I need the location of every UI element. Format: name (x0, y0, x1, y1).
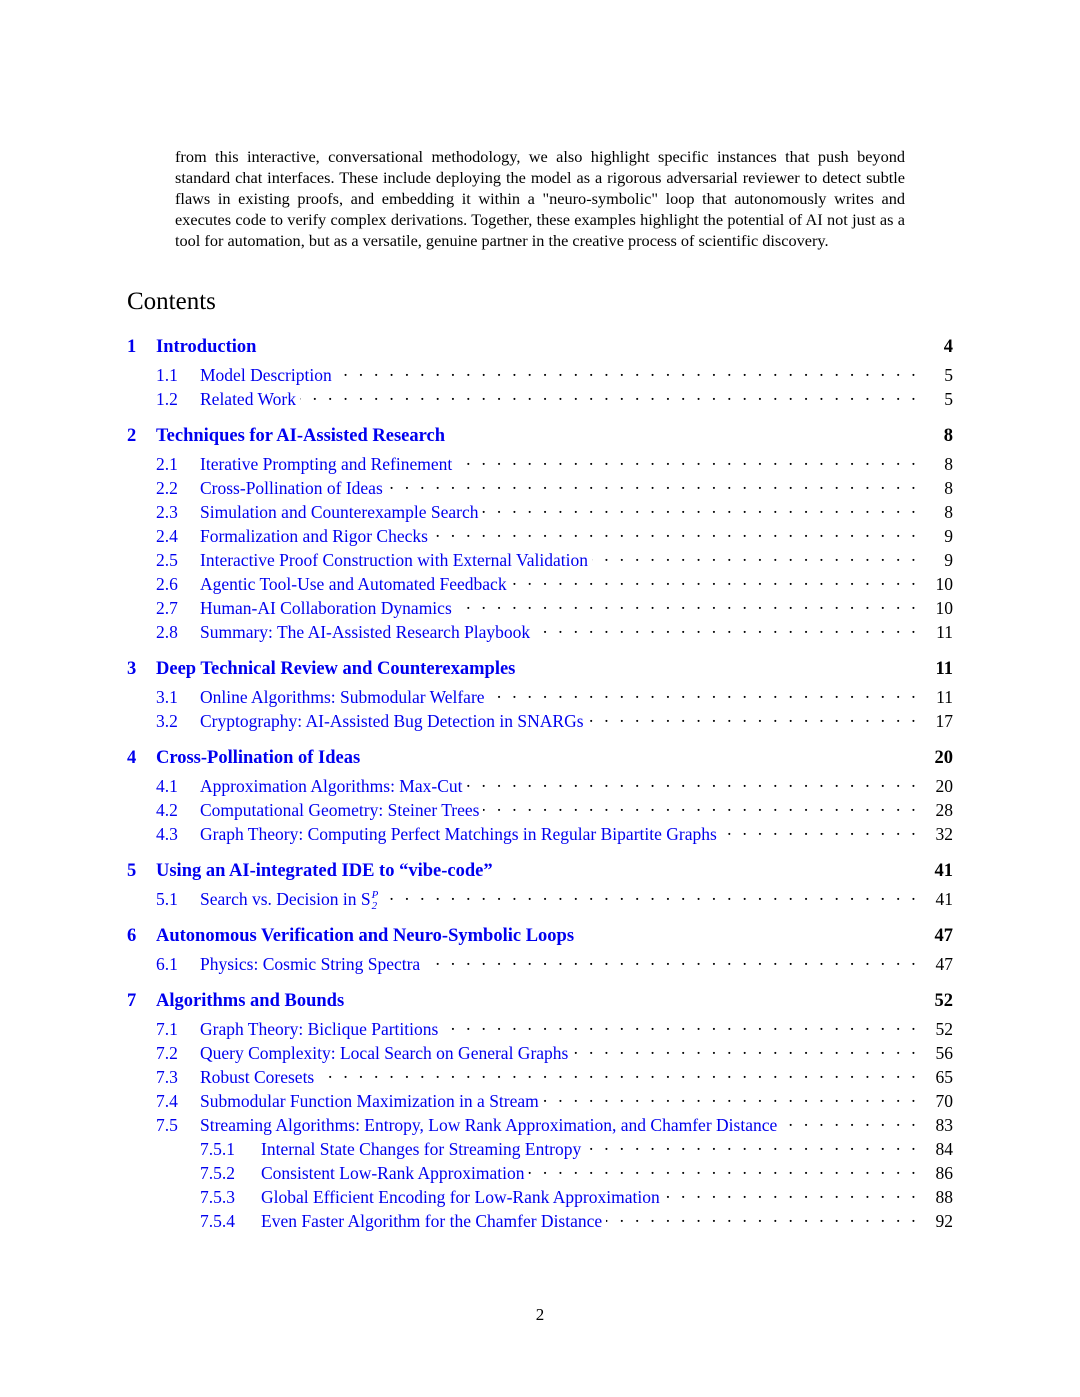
toc-entry-link[interactable] (200, 454, 452, 475)
toc-entry-link[interactable] (156, 991, 344, 1012)
toc-entry-title: Deep Technical Review and Counterexamples (156, 659, 516, 679)
toc-entry-number[interactable]: 5.1 (156, 889, 178, 909)
toc-page-number: 8 (944, 454, 953, 474)
toc-entry-link[interactable] (200, 502, 478, 523)
toc-page-number: 8 (943, 426, 953, 446)
toc-entry-number[interactable]: 7.4 (156, 1091, 178, 1111)
toc-page-number: 8 (944, 478, 953, 498)
toc-subsection-entry[interactable] (127, 360, 953, 384)
dot-leader (585, 1134, 919, 1155)
toc-entry-number[interactable]: 4.1 (156, 776, 178, 796)
toc-entry-number[interactable]: 7.5.2 (200, 1163, 235, 1183)
toc-subsection-entry[interactable] (127, 949, 953, 973)
toc-entry-link[interactable] (261, 1139, 581, 1160)
toc-entry-title: Graph Theory: Computing Perfect Matchings in Regular Bipartite Graphs (200, 824, 717, 844)
dot-leader (432, 521, 919, 542)
toc-entry-title: Graph Theory: Biclique Partitions (200, 1019, 439, 1039)
toc-entry-link[interactable] (200, 687, 485, 708)
toc-entry-number[interactable]: 5 (127, 861, 137, 881)
toc-subsection-entry[interactable] (127, 593, 953, 617)
toc-entry-title: Model Description (200, 365, 332, 385)
dot-leader (721, 819, 919, 840)
toc-entry-title: Internal State Changes for Streaming Entropy (261, 1139, 582, 1159)
dot-leader (424, 949, 919, 970)
toc-entry-number[interactable]: 1.2 (156, 389, 178, 409)
toc-entry-link[interactable] (200, 526, 428, 547)
toc-page-number: 52 (935, 1019, 953, 1039)
toc-entry-link[interactable] (200, 711, 584, 732)
toc-section-group (127, 659, 953, 730)
toc-entry-title: Techniques for AI-Assisted Research (156, 426, 445, 446)
dot-leader (483, 795, 919, 816)
toc-subsection-entry[interactable] (127, 706, 953, 730)
toc-entry-number[interactable]: 2.8 (156, 622, 178, 642)
toc-subsection-entry[interactable] (127, 497, 953, 521)
toc-entry-number[interactable]: 7 (127, 991, 137, 1011)
toc-section-group (127, 426, 953, 641)
toc-entry-title: Even Faster Algorithm for the Chamfer Distance (261, 1211, 603, 1231)
toc-entry-link[interactable] (200, 1043, 568, 1064)
toc-entry-number[interactable]: 7.5 (156, 1115, 178, 1135)
toc-entry-number[interactable]: 7.5.3 (200, 1187, 235, 1207)
toc-subsubsection-entry[interactable] (127, 1158, 953, 1182)
toc-entry-number[interactable]: 2.3 (156, 502, 178, 522)
toc-subsection-entry[interactable] (127, 1038, 953, 1062)
toc-entry-link[interactable] (156, 861, 493, 882)
toc-subsection-entry[interactable] (127, 795, 953, 819)
toc-entry-title: Streaming Algorithms: Entropy, Low Rank Approximation, and Chamfer Distance (200, 1115, 778, 1135)
toc-page-number: 11 (936, 687, 953, 707)
toc-entry-link[interactable] (200, 824, 717, 845)
dot-leader (456, 593, 919, 614)
toc-section-entry[interactable] (127, 748, 953, 771)
math-subscript: 2 (371, 899, 378, 912)
toc-subsection-entry[interactable] (127, 771, 953, 795)
toc-page-number: 4 (943, 337, 953, 357)
toc-section-group (127, 991, 953, 1230)
toc-entry-link[interactable] (156, 926, 574, 947)
toc-page-number: 20 (934, 748, 953, 768)
dot-leader (442, 1014, 919, 1035)
toc-subsubsection-entry[interactable] (127, 1134, 953, 1158)
dot-leader (456, 449, 919, 470)
toc-subsection-entry[interactable] (127, 617, 953, 641)
toc-entry-number[interactable]: 6 (127, 926, 137, 946)
toc-entry-number[interactable]: 7.2 (156, 1043, 178, 1063)
toc-section-group (127, 337, 953, 408)
toc-page-number: 8 (944, 502, 953, 522)
toc-page-number: 41 (935, 889, 953, 909)
toc-entry-title: Global Efficient Encoding for Low-Rank Approximation (261, 1187, 660, 1207)
dot-leader (528, 1158, 919, 1179)
toc-page-number: 83 (935, 1115, 953, 1135)
toc-entry-title: Interactive Proof Construction with External Validation (200, 550, 588, 570)
toc-entry-link[interactable] (200, 622, 530, 643)
toc-entry-title: Cryptography: AI-Assisted Bug Detection in SNARGs (200, 711, 584, 731)
toc-section-entry[interactable] (127, 659, 953, 682)
toc-entry-number[interactable]: 2.5 (156, 550, 178, 570)
dot-leader (382, 884, 919, 905)
toc-entry-link[interactable] (156, 426, 445, 447)
toc-subsection-entry[interactable] (127, 521, 953, 545)
toc-entry-link[interactable] (156, 659, 515, 680)
toc-entry-number[interactable]: 2 (127, 426, 137, 446)
toc-entry-number[interactable]: 1.1 (156, 365, 178, 385)
toc-entry-number[interactable]: 7.1 (156, 1019, 178, 1039)
toc-entry-number[interactable]: 7.5.4 (200, 1211, 235, 1231)
toc-section-entry[interactable] (127, 991, 953, 1014)
toc-section-group (127, 748, 953, 843)
toc-entry-number[interactable]: 7.5.1 (200, 1139, 235, 1159)
toc-entry-title: Formalization and Rigor Checks (200, 526, 428, 546)
dot-leader (387, 473, 919, 494)
toc-subsection-entry[interactable] (127, 1014, 953, 1038)
toc-page-number: 41 (934, 861, 953, 881)
dot-leader (592, 545, 919, 566)
toc-entry-number[interactable]: 2.1 (156, 454, 178, 474)
toc-entry-number[interactable]: 4 (127, 748, 137, 768)
toc-page-number: 10 (935, 574, 953, 594)
toc-page-number: 52 (934, 991, 953, 1011)
dot-leader (664, 1182, 919, 1203)
toc-entry-link[interactable] (200, 1019, 438, 1040)
toc-page-number: 9 (944, 550, 953, 570)
toc-subsection-entry[interactable] (127, 1062, 953, 1086)
page-number: 2 (535, 1305, 545, 1324)
toc-entry-title: Cross-Pollination of Ideas (200, 478, 383, 498)
dot-leader (482, 497, 919, 518)
toc-entry-number[interactable]: 7.3 (156, 1067, 178, 1087)
toc-entry-number[interactable]: 3.1 (156, 687, 178, 707)
toc-entry-title: Cross-Pollination of Ideas (156, 748, 361, 768)
toc-section-entry[interactable] (127, 926, 953, 949)
toc-page-number: 47 (934, 926, 953, 946)
dot-leader (318, 1062, 919, 1083)
toc-entry-link[interactable] (156, 748, 360, 769)
toc-entry-title: Summary: The AI-Assisted Research Playbook (200, 622, 531, 642)
toc-page-number: 28 (935, 800, 953, 820)
table-of-contents (127, 337, 953, 1248)
toc-entry-title: Online Algorithms: Submodular Welfare (200, 687, 485, 707)
toc-section-entry[interactable] (127, 861, 953, 884)
toc-entry-link[interactable] (200, 598, 452, 619)
toc-entry-title: Using an AI-integrated IDE to “vibe-code” (156, 861, 493, 881)
toc-entry-link[interactable] (200, 389, 296, 410)
toc-entry-title: Algorithms and Bounds (156, 991, 345, 1011)
toc-entry-title: Consistent Low-Rank Approximation (261, 1163, 525, 1183)
toc-page-number: 10 (935, 598, 953, 618)
toc-subsection-entry[interactable] (127, 473, 953, 497)
toc-page-number: 56 (935, 1043, 953, 1063)
toc-subsection-entry[interactable] (127, 819, 953, 843)
toc-entry-link[interactable] (200, 365, 332, 386)
toc-section-entry[interactable] (127, 426, 953, 449)
toc-subsection-entry[interactable] (127, 545, 953, 569)
toc-subsection-entry[interactable] (127, 884, 953, 912)
toc-entry-title: Submodular Function Maximization in a Stream (200, 1091, 539, 1111)
toc-page-number: 70 (935, 1091, 953, 1111)
dot-leader (588, 706, 919, 727)
toc-entry-link[interactable] (200, 478, 383, 499)
dot-leader (300, 384, 919, 405)
toc-entry-title: Computational Geometry: Steiner Trees (200, 800, 480, 820)
toc-page-number: 88 (935, 1187, 953, 1207)
toc-entry-link[interactable] (200, 574, 507, 595)
dot-leader (467, 771, 920, 792)
toc-entry-link[interactable] (200, 1115, 777, 1136)
toc-section-group (127, 926, 953, 973)
toc-entry-link[interactable] (200, 954, 420, 975)
toc-page-number: 11 (935, 659, 953, 679)
toc-entry-title: Human-AI Collaboration Dynamics (200, 598, 452, 618)
dot-leader (489, 682, 919, 703)
toc-page-number: 17 (935, 711, 953, 731)
toc-entry-number[interactable]: 6.1 (156, 954, 178, 974)
toc-entry-number[interactable]: 4.2 (156, 800, 178, 820)
toc-subsection-entry[interactable] (127, 1086, 953, 1110)
toc-page-number: 9 (944, 526, 953, 546)
toc-entry-title: Search vs. Decision in S (200, 889, 371, 909)
toc-entry-title: Introduction (156, 337, 257, 357)
contents-heading: Contents (127, 288, 216, 315)
toc-entry-title: Physics: Cosmic String Spectra (200, 954, 421, 974)
toc-entry-link[interactable] (200, 550, 588, 571)
toc-page-number: 20 (935, 776, 953, 796)
toc-entry-number[interactable]: 2.6 (156, 574, 178, 594)
toc-subsection-entry[interactable] (127, 1110, 953, 1134)
toc-entry-link[interactable] (200, 800, 479, 821)
toc-entry-link[interactable] (261, 1187, 660, 1208)
math-superscript: P (371, 888, 379, 901)
toc-entry-link[interactable] (261, 1163, 524, 1184)
toc-page-number: 5 (944, 389, 953, 409)
toc-entry-link[interactable] (200, 1067, 314, 1088)
toc-subsection-entry[interactable] (127, 682, 953, 706)
toc-subsection-entry[interactable] (127, 449, 953, 473)
toc-subsection-entry[interactable] (127, 569, 953, 593)
toc-page-number: 32 (935, 824, 953, 844)
toc-subsubsection-entry[interactable] (127, 1182, 953, 1206)
toc-entry-link[interactable] (200, 889, 378, 912)
toc-entry-title: Query Complexity: Local Search on General Graphs (200, 1043, 569, 1063)
toc-entry-link[interactable] (200, 776, 463, 797)
toc-entry-title: Autonomous Verification and Neuro-Symbolic Loops (156, 926, 575, 946)
toc-entry-link[interactable] (200, 1091, 539, 1112)
toc-page-number: 92 (935, 1211, 953, 1231)
dot-leader (781, 1110, 919, 1131)
toc-page-number: 5 (944, 365, 953, 385)
toc-subsubsection-entry[interactable] (127, 1206, 953, 1230)
toc-entry-title: Approximation Algorithms: Max-Cut (200, 776, 463, 796)
dot-leader (336, 360, 919, 381)
toc-entry-title: Related Work (200, 389, 296, 409)
toc-page-number: 86 (935, 1163, 953, 1183)
toc-entry-title: Robust Coresets (200, 1067, 315, 1087)
toc-entry-link[interactable] (261, 1211, 602, 1232)
toc-page-number: 84 (935, 1139, 953, 1159)
dot-leader (534, 617, 919, 638)
toc-page-number: 11 (936, 622, 953, 642)
toc-page-number: 65 (935, 1067, 953, 1087)
toc-subsection-entry[interactable] (127, 384, 953, 408)
toc-section-entry[interactable] (127, 337, 953, 360)
toc-entry-number[interactable]: 2.7 (156, 598, 178, 618)
toc-entry-title: Simulation and Counterexample Search (200, 502, 479, 522)
toc-entry-link[interactable] (156, 337, 256, 358)
toc-page-number: 47 (935, 954, 953, 974)
toc-entry-number[interactable]: 2.4 (156, 526, 178, 546)
dot-leader (572, 1038, 919, 1059)
toc-entry-number[interactable]: 2.2 (156, 478, 178, 498)
abstract-paragraph: from this interactive, conversational methodology, we also highlight specific instances that push beyond standard chat interfaces. These include deploying the model as a rigorous adversarial reviewer to detect subtle flaws in existing proofs, and embedding it within a "neuro-symbolic" loop that autonomously writes and executes code to verify complex derivations. Together, these examples highlight the potential of AI not just as a tool for automation, but as a versatile, genuine partner in the creative process of scientific discovery. (175, 147, 905, 251)
toc-entry-number[interactable]: 3.2 (156, 711, 178, 731)
toc-entry-title: Agentic Tool-Use and Automated Feedback (200, 574, 507, 594)
toc-entry-number[interactable]: 3 (127, 659, 137, 679)
dot-leader (543, 1086, 919, 1107)
toc-section-group (127, 861, 953, 912)
dot-leader (606, 1206, 919, 1227)
toc-entry-number[interactable]: 1 (127, 337, 137, 357)
toc-entry-number[interactable]: 4.3 (156, 824, 178, 844)
dot-leader (511, 569, 919, 590)
toc-entry-title: Iterative Prompting and Refinement (200, 454, 453, 474)
